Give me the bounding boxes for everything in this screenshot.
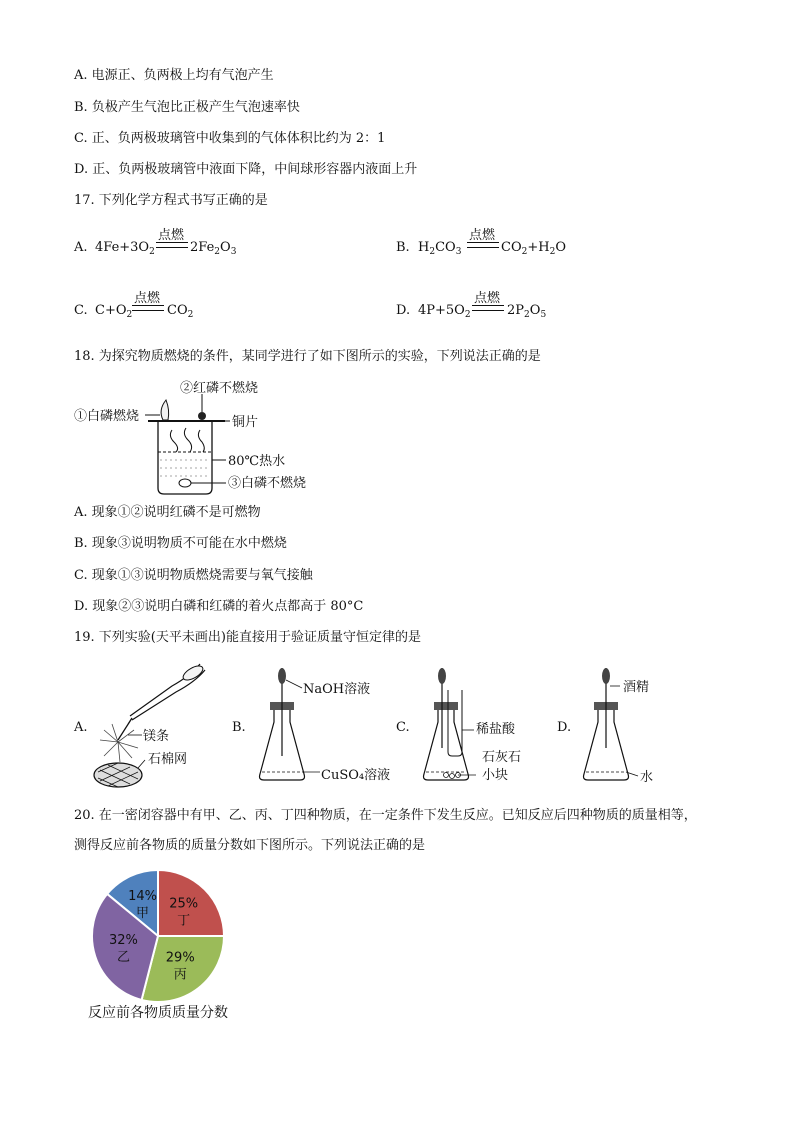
q18-option-b: B. 现象③说明物质不可能在水中燃烧 (74, 536, 287, 551)
q18-option-a: A. 现象①②说明红磷不是可燃物 (74, 505, 261, 520)
q18-stem: 18. 为探究物质燃烧的条件，某同学进行了如下图所示的实验，下列说法正确的是 (74, 349, 541, 364)
q16-option-d: D. 正、负两极玻璃管中液面下降，中间球形容器内液面上升 (74, 162, 418, 177)
q17-a-condition: 点燃 (158, 228, 185, 243)
q19-a-label-magnesium: 镁条 (143, 729, 170, 744)
q20-stem-line2: 测得反应前各物质的质量分数如下图所示。下列说法正确的是 (74, 838, 426, 853)
q17-c-reactants: $C+O_2$ (95, 303, 133, 320)
q19-d-label-alcohol: 酒精 (623, 680, 650, 695)
q18-label-red-phosphorus: ②红磷不燃烧 (180, 381, 259, 396)
pie-value-label-4: 32% (109, 933, 138, 949)
q19-a-label-net: 石棉网 (148, 752, 188, 767)
q18-label-water: 80℃热水 (228, 454, 286, 469)
q19-d-label-water: 水 (640, 770, 654, 785)
q17-c-condition: 点燃 (134, 291, 161, 306)
q17-stem: 17. 下列化学方程式书写正确的是 (74, 193, 268, 208)
q17-a-products: $2Fe_2O_3$ (190, 240, 237, 257)
q19-stem: 19. 下列实验(天平未画出)能直接用于验证质量守恒定律的是 (74, 630, 421, 645)
q19-c-label-small-piece: 小块 (482, 768, 509, 783)
pie-value-label-3: 29% (165, 950, 195, 966)
q17-b-products: $CO_2+H_2O$ (501, 240, 566, 257)
q19-c-label-hcl: 稀盐酸 (476, 722, 516, 737)
pie-category-label-3: 丙 (173, 967, 187, 983)
q19-a-letter: A. (74, 720, 88, 735)
q17-a-letter: A. (74, 240, 88, 255)
q18-option-c: C. 现象①③说明物质燃烧需要与氧气接触 (74, 568, 313, 583)
q17-c-products: $CO_2$ (167, 303, 194, 320)
q17-d-reactants: $4P+5O_2$ (418, 303, 471, 320)
pie-value-label-2: 25% (169, 896, 199, 912)
q17-c-letter: C. (74, 303, 88, 318)
q18-label-white-phosphorus-water: ③白磷不燃烧 (228, 476, 307, 491)
q20-stem-line1: 20. 在一密闭容器中有甲、乙、丙、丁四种物质，在一定条件下发生反应。已知反应后四种物质的质量相等， (74, 808, 697, 823)
q18-option-d: D. 现象②③说明白磷和红磷的着火点都高于 80°C (74, 599, 364, 614)
q20-chart-caption: 反应前各物质质量分数 (88, 1005, 228, 1021)
q17-b-letter: B. (396, 240, 410, 255)
q17-d-letter: D. (396, 303, 411, 318)
q19-c-letter: C. (396, 720, 410, 735)
q19-b-letter: B. (232, 720, 246, 735)
q19-c-label-limestone: 石灰石 (482, 750, 522, 765)
q16-option-c: C. 正、负两极玻璃管中收集到的气体体积比约为 2：1 (74, 131, 386, 146)
q17-b-condition: 点燃 (469, 228, 496, 243)
q19-d-letter: D. (557, 720, 572, 735)
q17-d-products: $2P_2O_5$ (507, 303, 547, 320)
q18-label-copper: 铜片 (232, 415, 259, 430)
q17-d-condition: 点燃 (474, 291, 501, 306)
q17-b-reactants: $H_2CO_3$ (418, 240, 462, 257)
pie-value-label-1: 14% (128, 889, 157, 905)
q19-b-label-naoh: NaOH溶液 (303, 682, 371, 697)
q19-b-label-cuso4: CuSO₄溶液 (321, 768, 391, 783)
pie-category-label-4: 乙 (116, 950, 130, 966)
q18-label-white-phosphorus: ①白磷燃烧 (74, 409, 140, 424)
q16-option-a: A. 电源正、负两极上均有气泡产生 (74, 68, 274, 83)
pie-category-label-1: 甲 (136, 906, 150, 922)
q16-option-b: B. 负极产生气泡比正极产生气泡速率快 (74, 100, 300, 115)
pie-category-label-2: 丁 (177, 913, 191, 929)
q17-a-reactants: $4Fe+3O_2$ (95, 240, 155, 257)
